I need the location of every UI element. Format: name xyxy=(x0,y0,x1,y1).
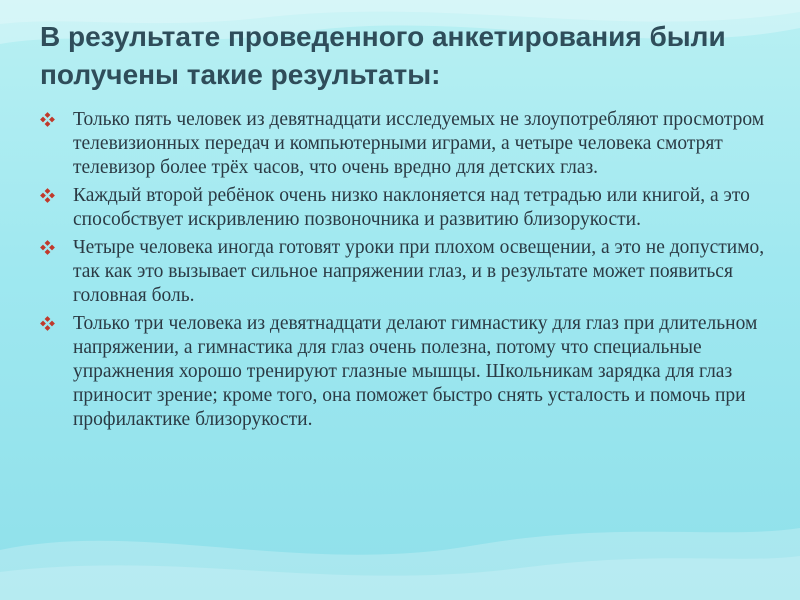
slide-title: В результате проведенного анкетирования были получены такие результаты: xyxy=(40,21,726,90)
list-item xyxy=(40,312,770,432)
diamond-bullet-icon xyxy=(40,188,55,203)
bullet-text: Каждый второй ребёнок очень низко наклоняется над тетрадью или книгой, а это способствует искривлению позвоночника и развитию близорукости. xyxy=(73,185,750,230)
diamond-bullet-icon xyxy=(40,240,55,255)
list-item xyxy=(40,108,770,180)
bullet-list xyxy=(40,108,770,436)
list-item xyxy=(40,236,770,308)
diamond-bullet-icon xyxy=(40,316,55,331)
decorative-wave-bottom xyxy=(0,480,800,600)
bullet-text: Только три человека из девятнадцати делают гимнастику для глаз при длительном напряжении, а гимнастика для глаз очень полезна, потому что специальные упражнения хорошо тренируют глазные мышцы. Школьникам зарядка для глаз приносит зрение; кроме того, она поможет быстро снять усталость и помочь при профилактике близорукости. xyxy=(73,313,758,430)
list-item xyxy=(40,184,770,232)
bullet-text: Только пять человек из девятнадцати исследуемых не злоупотребляют просмотром телевизионных передач и компьютерными играми, а четыре человека смотрят телевизор более трёх часов, что очень вредно для детских глаз. xyxy=(73,109,765,178)
bullet-text: Четыре человека иногда готовят уроки при плохом освещении, а это не допустимо, так как это вызывает сильное напряжении глаз, и в результате может появиться головная боль. xyxy=(73,237,765,306)
diamond-bullet-icon xyxy=(40,112,55,127)
